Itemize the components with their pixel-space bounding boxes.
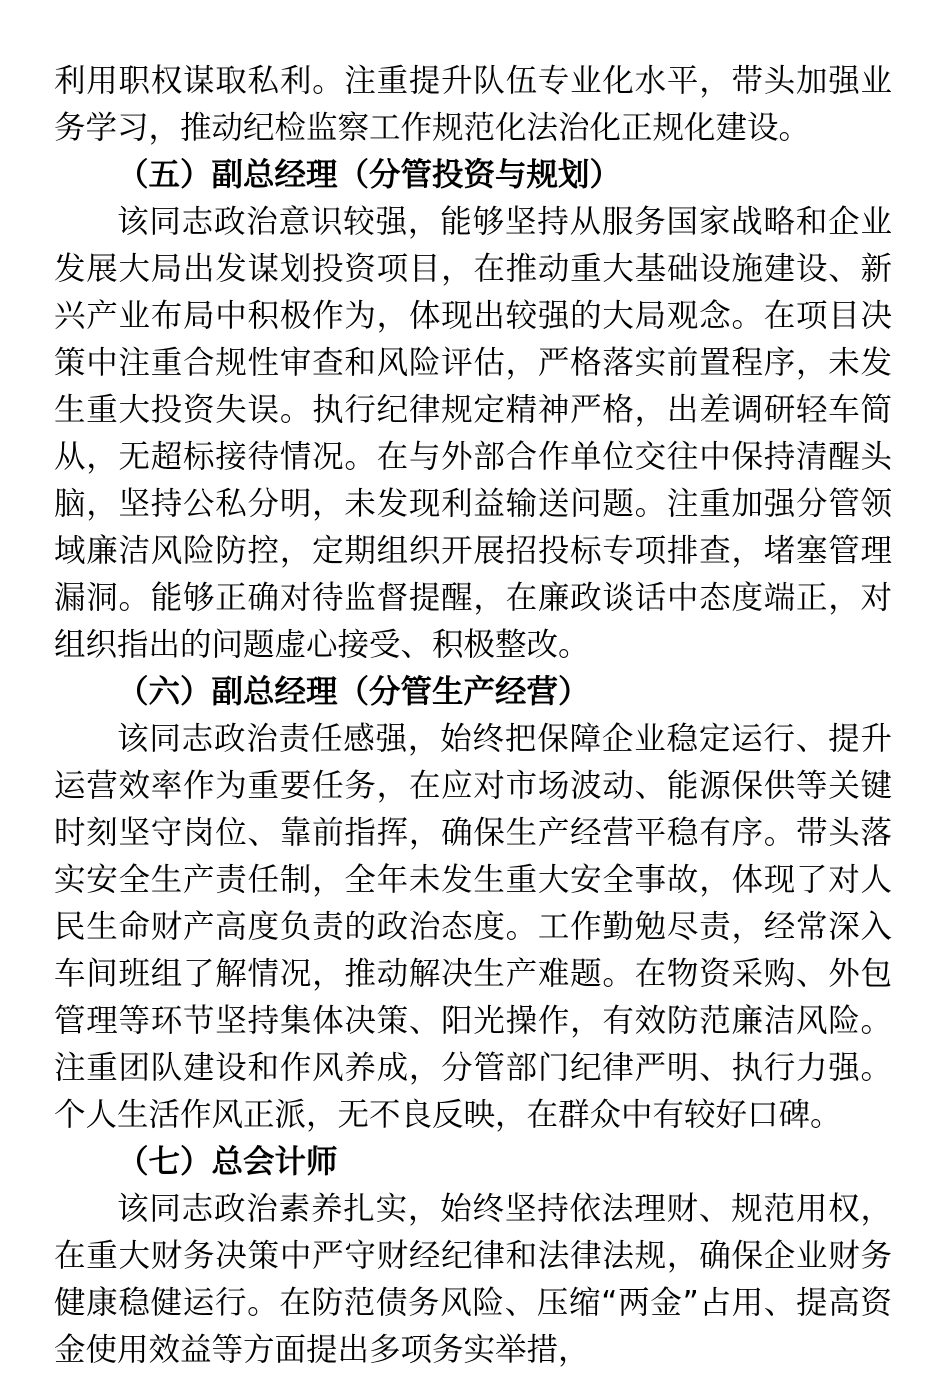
section-paragraph-six: 该同志政治责任感强，始终把保障企业稳定运行、提升运营效率作为重要任务，在应对市场波动、能源保供等关键时刻坚守岗位、靠前指挥，确保生产经营平稳有序。带头落实安全生产责任制，全年未发生重大安全事故，体现了对人民生命财产高度负责的政治态度。工作勤勉尽责，经常深入车间班组了解情况，推动解决生产难题。在物资采购、外包管理等环节坚持集体决策、阳光操作，有效防范廉洁风险。注重团队建设和作风养成，分管部门纪律严明、执行力强。个人生活作风正派，无不良反映，在群众中有较好口碑。 bbox=[54, 721, 892, 1133]
section-heading-five: （五）副总经理（分管投资与规划） bbox=[117, 157, 622, 193]
section-paragraph-five: 该同志政治意识较强，能够坚持从服务国家战略和企业发展大局出发谋划投资项目，在推动重大基础设施建设、新兴产业布局中积极作为，体现出较强的大局观念。在项目决策中注重合规性审查和风险评估，严格落实前置程序，未发生重大投资失误。执行纪律规定精神严格，出差调研轻车简从，无超标接待情况。在与外部合作单位交往中保持清醒头脑，坚持公私分明，未发现利益输送问题。注重加强分管领域廉洁风险防控，定期组织开展招投标专项排查，堵塞管理漏洞。能够正确对待监督提醒，在廉政谈话中态度端正，对组织指出的问题虚心接受、积极整改。 bbox=[54, 204, 892, 663]
section-heading-seven: （七）总会计师 bbox=[117, 1144, 338, 1180]
continuation-paragraph: 利用职权谋取私利。注重提升队伍专业化水平，带头加强业务学习，推动纪检监察工作规范化法治化正规化建设。 bbox=[54, 63, 892, 146]
document-body bbox=[54, 58, 892, 1374]
section-paragraph-seven: 该同志政治素养扎实，始终坚持依法理财、规范用权，在重大财务决策中严守财经纪律和法律法规，确保企业财务健康稳健运行。在防范债务风险、压缩“两金”占用、提高资金使用效益等方面提出多项务实举措， bbox=[54, 1191, 892, 1368]
section-heading-six: （六）副总经理（分管生产经营） bbox=[117, 674, 590, 710]
